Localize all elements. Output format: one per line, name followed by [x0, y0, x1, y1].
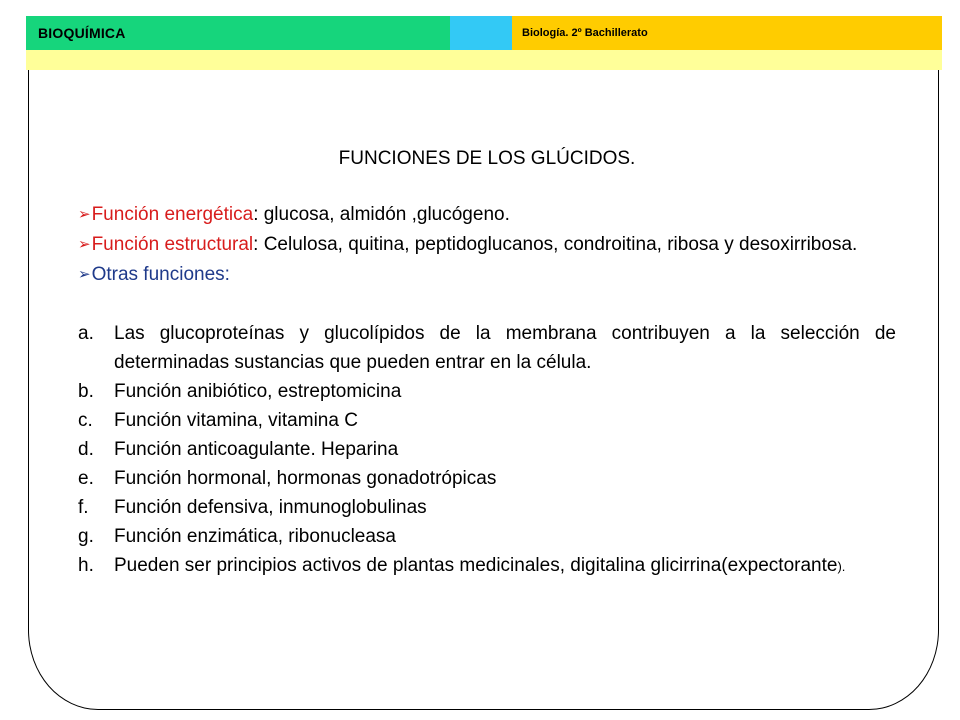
list-item — [78, 522, 896, 551]
list-item-text: Función defensiva, inmunoglobulinas — [114, 497, 427, 518]
bullet-text: : glucosa, almidón ,glucógeno. — [253, 204, 510, 225]
bullet-energetic — [78, 200, 896, 230]
header-section-title: BIOQUÍMICA — [38, 25, 126, 41]
functions-list — [78, 319, 896, 581]
slide-content — [78, 144, 896, 581]
header-bar — [26, 16, 942, 50]
spacer — [78, 290, 896, 319]
bullet-other — [78, 260, 896, 290]
list-item — [78, 406, 896, 435]
bullet-label: Otras funciones — [91, 264, 225, 285]
arrow-bullet-icon: ➢ — [78, 206, 91, 223]
header-subbar — [26, 50, 942, 70]
list-marker: d. — [78, 439, 94, 460]
list-marker: h. — [78, 555, 94, 576]
header-course-title: Biología. 2º Bachillerato — [522, 27, 648, 39]
bullet-label: Función estructural — [91, 234, 254, 255]
header-right-segment — [512, 16, 942, 50]
list-item-text: Función hormonal, hormonas gonadotrópicas — [114, 468, 497, 489]
list-item-text: Función anticoagulante. Heparina — [114, 439, 399, 460]
list-item — [78, 464, 896, 493]
list-item-text: Las glucoproteínas y glucolípidos de la membrana contribuyen a la selección de determinadas sustancias que pueden entrar en la célula. — [114, 323, 896, 373]
bullet-label: Función energética — [91, 204, 254, 225]
header-middle-segment — [450, 16, 512, 50]
list-item — [78, 493, 896, 522]
header-left-segment — [26, 16, 450, 50]
list-marker: c. — [78, 410, 93, 431]
list-item-text: Función anibiótico, estreptomicina — [114, 381, 402, 402]
list-item-text: Función vitamina, vitamina C — [114, 410, 358, 431]
list-item — [78, 551, 896, 581]
list-item — [78, 435, 896, 464]
list-marker: a. — [78, 323, 94, 344]
list-item-tail: ). — [837, 559, 846, 574]
bullet-structural — [78, 230, 896, 260]
bullet-text: : Celulosa, quitina, peptidoglucanos, condroitina, ribosa y desoxirribosa. — [253, 234, 858, 255]
list-marker: e. — [78, 468, 94, 489]
list-item — [78, 377, 896, 406]
arrow-bullet-icon: ➢ — [78, 236, 91, 253]
list-item-text: Función enzimática, ribonucleasa — [114, 526, 396, 547]
list-marker: g. — [78, 526, 94, 547]
bullet-text: : — [224, 264, 230, 285]
list-marker: f. — [78, 497, 89, 518]
list-item-text: Pueden ser principios activos de plantas medicinales, digitalina glicirrina(expectorante — [114, 555, 838, 576]
arrow-bullet-icon: ➢ — [78, 266, 91, 283]
list-marker: b. — [78, 381, 94, 402]
page-title: FUNCIONES DE LOS GLÚCIDOS. — [338, 148, 636, 169]
list-item — [78, 319, 896, 377]
